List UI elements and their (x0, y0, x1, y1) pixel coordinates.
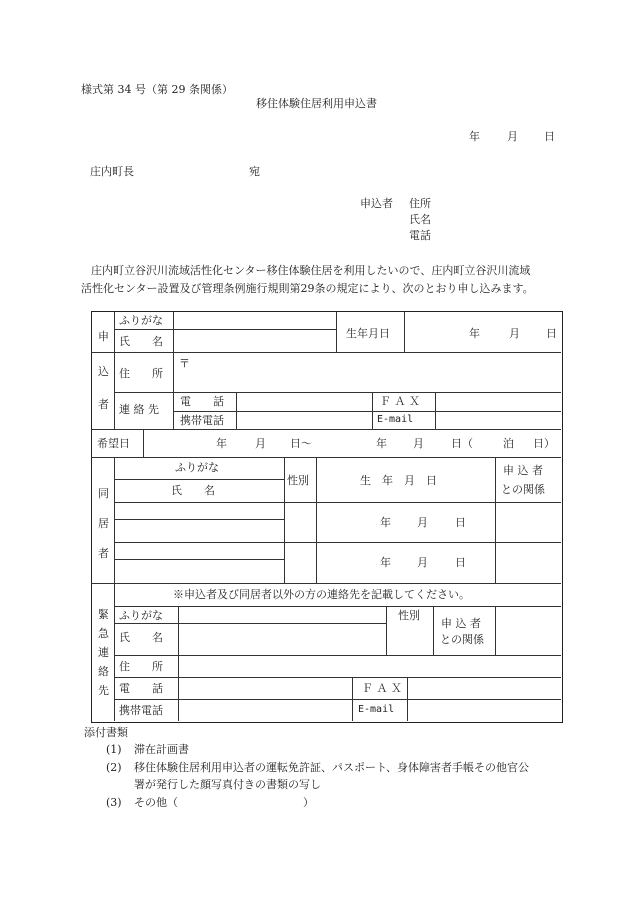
cohabitant-side-char-1: 同 (98, 487, 109, 500)
applicant-phone-label: 電話 (409, 229, 431, 242)
from-day: 日～ (290, 437, 312, 450)
to-month: 月 (413, 437, 424, 450)
applicant-name-input[interactable] (175, 331, 334, 351)
applicant-birthdate-field[interactable] (406, 313, 559, 351)
applicant-furigana-field[interactable] (175, 313, 334, 328)
applicant-email-label: E-mail (377, 414, 414, 425)
applicant-name-field-label: 氏 名 (119, 335, 163, 348)
desired-date-label: 希望日 (97, 437, 130, 450)
nights-label: 泊 (503, 437, 514, 450)
attachment-3-close: ） (303, 796, 314, 809)
applicant-side-char-3: 者 (98, 398, 109, 411)
emergency-email-label: E-mail (358, 704, 395, 715)
postal-mark: 〒 (179, 357, 190, 370)
applicant-label: 申込者 (360, 197, 393, 210)
desired-date-field[interactable] (145, 431, 559, 456)
cohabitant-side-char-2: 居 (98, 517, 109, 530)
cohabitant1-furigana-input[interactable] (116, 503, 282, 518)
applicant-address-input[interactable] (175, 354, 559, 391)
emergency-email-input[interactable] (409, 701, 559, 720)
emergency-gender-input[interactable] (388, 625, 431, 654)
applicant-phone-input[interactable] (238, 393, 370, 410)
emergency-side-char-2: 急 (98, 627, 109, 640)
applicant-side-char-1: 申 (98, 330, 109, 343)
emergency-side-char-4: 絡 (98, 665, 109, 678)
applicant-side-char-2: 込 (98, 365, 109, 378)
applicant-name-label: 氏名 (409, 213, 431, 226)
date-month-label: 月 (507, 130, 518, 143)
cohabitant-name-label: 氏 名 (171, 484, 215, 497)
emergency-phone-input[interactable] (180, 679, 350, 698)
emergency-gender-label: 性別 (398, 609, 420, 622)
emergency-relation-line2: との関係 (440, 633, 484, 646)
to-year: 年 (376, 437, 387, 450)
applicant-fax-label: Ｆ Ａ Ｘ (380, 395, 420, 408)
applicant-furigana-label: ふりがな (119, 314, 163, 327)
cohabitant2-birth-day: 日 (455, 556, 466, 569)
page-title: 移住体験住居利用申込書 (256, 97, 377, 110)
applicant-mobile-input[interactable] (238, 412, 370, 429)
emergency-mobile-label: 携帯電話 (119, 704, 163, 717)
attachments-heading: 添付書類 (84, 726, 128, 739)
cohabitant1-birth-year: 年 (380, 516, 391, 529)
attachment-1-text: 滞在計画書 (134, 743, 189, 756)
cohabitant1-relation-input[interactable] (497, 503, 559, 541)
emergency-name-input[interactable] (180, 625, 384, 654)
cohabitant2-name-input[interactable] (116, 561, 282, 582)
emergency-address-label: 住 所 (119, 660, 163, 673)
intro-text-line2: 活性化センター設置及び管理条例施行規則第29条の規定により、次のとおり申し込みます。 (81, 282, 534, 295)
cohabitant2-birth-year: 年 (380, 556, 391, 569)
emergency-side-char-1: 緊 (98, 608, 109, 621)
date-year-label: 年 (469, 130, 480, 143)
applicant-fax-input[interactable] (437, 393, 559, 410)
to-day: 日（ (451, 437, 473, 450)
applicant-birth-month: 月 (509, 327, 520, 340)
from-year: 年 (216, 437, 227, 450)
applicant-address-label: 住所 (409, 197, 431, 210)
applicant-mobile-label: 携帯電話 (180, 414, 224, 427)
cohabitant2-furigana-input[interactable] (116, 543, 282, 558)
date-day-label: 日 (544, 130, 555, 143)
applicant-email-input[interactable] (437, 412, 559, 429)
cohabitant-gender-label: 性別 (287, 474, 309, 487)
cohabitant1-gender-input[interactable] (286, 503, 314, 541)
applicant-birth-day: 日 (546, 327, 557, 340)
attachment-1-num: (1) (106, 743, 122, 756)
emergency-furigana-label: ふりがな (119, 609, 163, 622)
emergency-phone-label: 電 話 (119, 682, 163, 695)
applicant-contact-label: 連 絡 先 (119, 403, 159, 416)
attachment-3-num: (3) (106, 796, 122, 809)
cohabitant-relation-line2: との関係 (501, 483, 545, 496)
emergency-side-char-3: 連 (98, 646, 109, 659)
emergency-relation-line1: 申 込 者 (441, 617, 481, 630)
cohabitant-furigana-label: ふりがな (175, 461, 219, 474)
emergency-furigana-input[interactable] (180, 608, 384, 622)
emergency-fax-label: Ｆ Ａ Ｘ (362, 682, 402, 695)
attachment-3-text: その他（ (134, 796, 178, 809)
cohabitant2-birth-month: 月 (417, 556, 428, 569)
emergency-relation-input[interactable] (497, 608, 559, 654)
from-month: 月 (255, 437, 266, 450)
intro-text-line1: 庄内町立谷沢川流域活性化センター移住体験住居を利用したいので、庄内町立谷沢川流域 (91, 264, 531, 277)
cohabitant-relation-line1: 申 込 者 (503, 464, 543, 477)
cohabitant1-birth-day: 日 (455, 516, 466, 529)
form-number: 様式第 34 号（第 29 条関係） (81, 83, 233, 96)
emergency-mobile-input[interactable] (180, 701, 350, 720)
cohabitant-birth-label: 生 年 月 日 (360, 474, 437, 487)
emergency-side-char-5: 先 (98, 684, 109, 697)
applicant-address-field-label: 住 所 (119, 367, 163, 380)
addressee-name: 庄内町長 (90, 165, 134, 178)
emergency-address-input[interactable] (180, 657, 559, 676)
applicant-phone-field-label: 電 話 (180, 395, 224, 408)
attachment-2-text-cont: 署が発行した顔写真付きの書類の写し (134, 778, 321, 791)
cohabitant1-birth-month: 月 (417, 516, 428, 529)
cohabitant2-gender-input[interactable] (286, 543, 314, 582)
cohabitant1-name-input[interactable] (116, 521, 282, 541)
emergency-note: ※申込者及び同居者以外の方の連絡先を記載してください。 (173, 588, 470, 601)
emergency-name-label: 氏 名 (119, 631, 163, 644)
cohabitant2-relation-input[interactable] (497, 543, 559, 582)
applicant-birth-year: 年 (469, 327, 480, 340)
attachment-2-num: (2) (106, 761, 122, 774)
cohabitant-side-char-3: 者 (98, 547, 109, 560)
attachment-other-input[interactable] (186, 794, 300, 810)
attachment-2-text: 移住体験住居利用申込者の運転免許証、パスポート、身体障害者手帳その他官公 (134, 761, 530, 774)
applicant-birthdate-label: 生年月日 (346, 327, 390, 340)
nights-day-label: 日） (533, 437, 555, 450)
addressee-suffix: 宛 (249, 165, 260, 178)
emergency-fax-input[interactable] (409, 679, 559, 698)
